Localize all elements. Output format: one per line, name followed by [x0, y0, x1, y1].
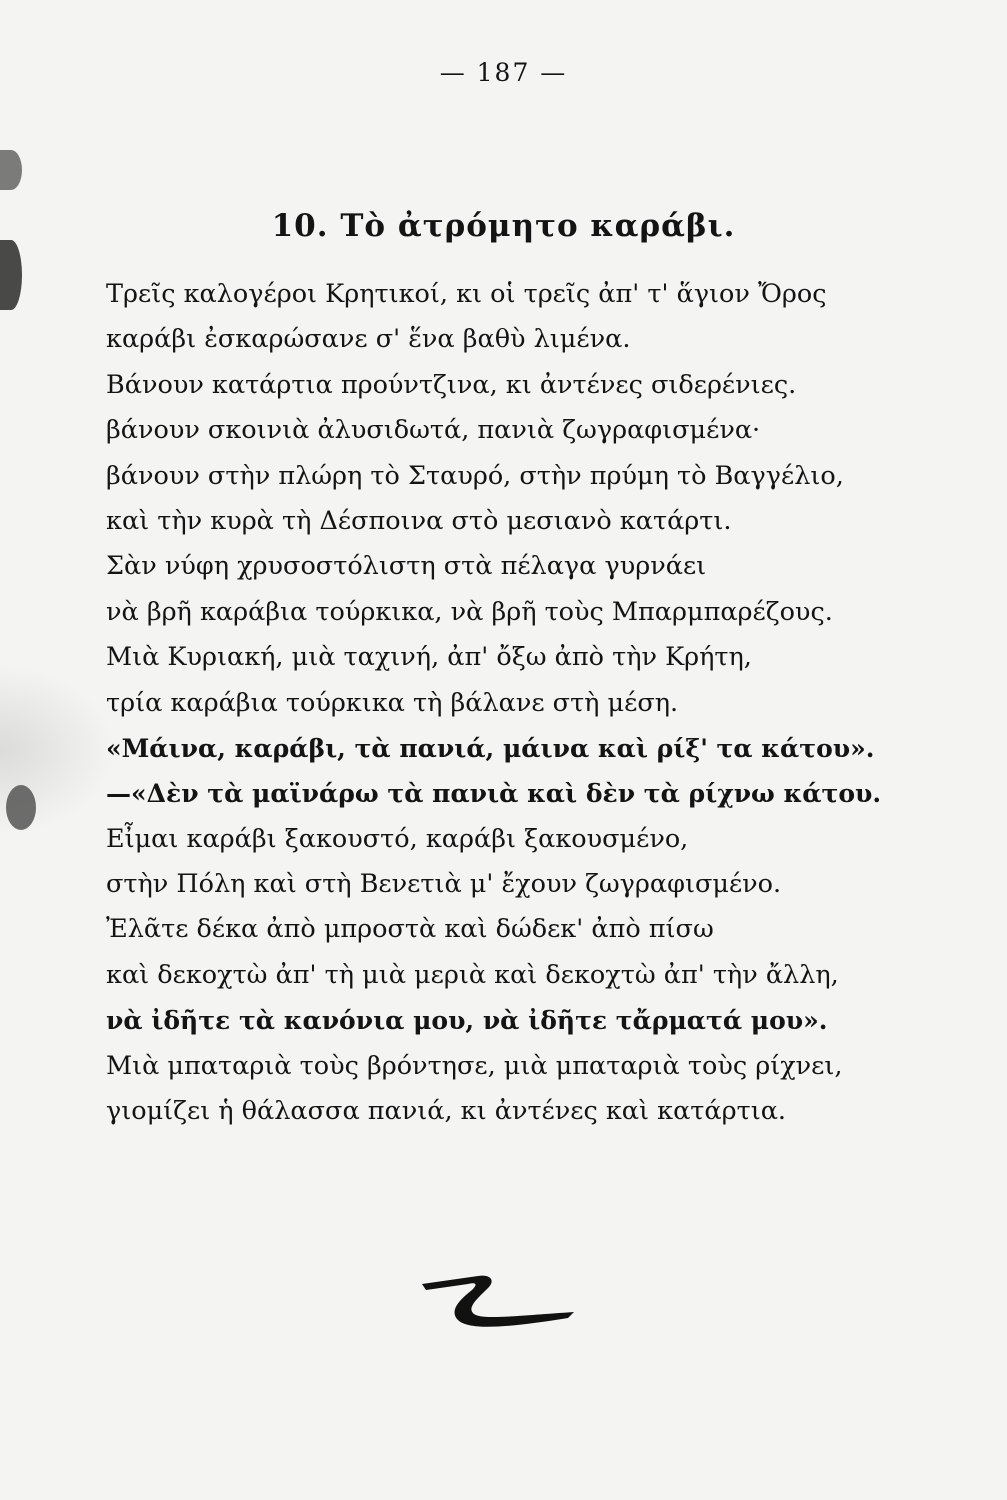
- poem-line: τρία καράβια τούρκικα τὴ βάλανε στὴ μέση.: [106, 687, 679, 718]
- page-number: — 187 —: [439, 58, 568, 87]
- poem-line: νὰ ἰδῆτε τὰ κανόνια μου, νὰ ἰδῆτε τἄρματά μου».: [106, 1006, 828, 1036]
- poem-line: νὰ βρῆ καράβια τούρκικα, νὰ βρῆ τοὺς Μπαρμπαρέζους.: [106, 596, 833, 627]
- poem-line: γιομίζει ἡ θάλασσα πανιά, κι ἀντένες καὶ κατάρτια.: [106, 1096, 787, 1127]
- wave-ornament-icon: [418, 1262, 578, 1330]
- poem-line: Μιὰ Κυριακή, μιὰ ταχινή, ἀπ' ὄξω ἀπὸ τὴν Κρήτη,: [106, 642, 752, 673]
- poem-line: Βάνουν κατάρτια προύντζινα, κι ἀντένες σιδερένιες.: [106, 369, 797, 400]
- poem-line: στὴν Πόλη καὶ στὴ Βενετιὰ μ' ἔχουν ζωγραφισμένο.: [106, 869, 782, 900]
- poem-line: Μιὰ μπαταριὰ τοὺς βρόντησε, μιὰ μπαταριὰ τοὺς ρίχνει,: [106, 1050, 843, 1081]
- poem-line: καράβι ἐσκαρώσανε σ' ἕνα βαθὺ λιμένα.: [106, 324, 631, 355]
- poem-line: καὶ δεκοχτὼ ἀπ' τὴ μιὰ μεριὰ καὶ δεκοχτὼ ἀπ' τὴν ἄλλη,: [106, 959, 839, 990]
- poem-body: [106, 272, 946, 1134]
- poem-line: —«Δὲν τὰ μαϊνάρω τὰ πανιὰ καὶ δὲν τὰ ρίχνω κάτου.: [106, 779, 882, 809]
- poem-line: καὶ τὴν κυρὰ τὴ Δέσποινα στὸ μεσιανὸ κατάρτι.: [106, 505, 732, 536]
- poem-line: βάνουν στὴν πλώρη τὸ Σταυρό, στὴν πρύμη τὸ Βαγγέλιο,: [106, 460, 844, 491]
- binding-shadow-upper: [0, 240, 22, 310]
- poem-line: «Μάινα, καράβι, τὰ πανιά, μάινα καὶ ρίξ' τα κάτου».: [106, 733, 875, 763]
- binding-shadow-top: [0, 150, 22, 190]
- binding-hole: [6, 785, 36, 830]
- poem-line: βάνουν σκοινιὰ ἀλυσιδωτά, πανιὰ ζωγραφισμένα·: [106, 415, 761, 446]
- poem-line: Τρεῖς καλογέροι Κρητικοί, κι οἱ τρεῖς ἀπ' τ' ἅγιον Ὄρος: [106, 279, 827, 309]
- poem-line: Ἐλᾶτε δέκα ἀπὸ μπροστὰ καὶ δώδεκ' ἀπὸ πίσω: [106, 914, 714, 945]
- poem-line: Εἶμαι καράβι ξακουστό, καράβι ξακουσμένο,: [106, 823, 689, 854]
- poem-title: 10. Τὸ ἀτρόμητο καράβι.: [271, 208, 736, 244]
- poem-line: Σὰν νύφη χρυσοστόλιστη στὰ πέλαγα γυρνάει: [106, 551, 707, 582]
